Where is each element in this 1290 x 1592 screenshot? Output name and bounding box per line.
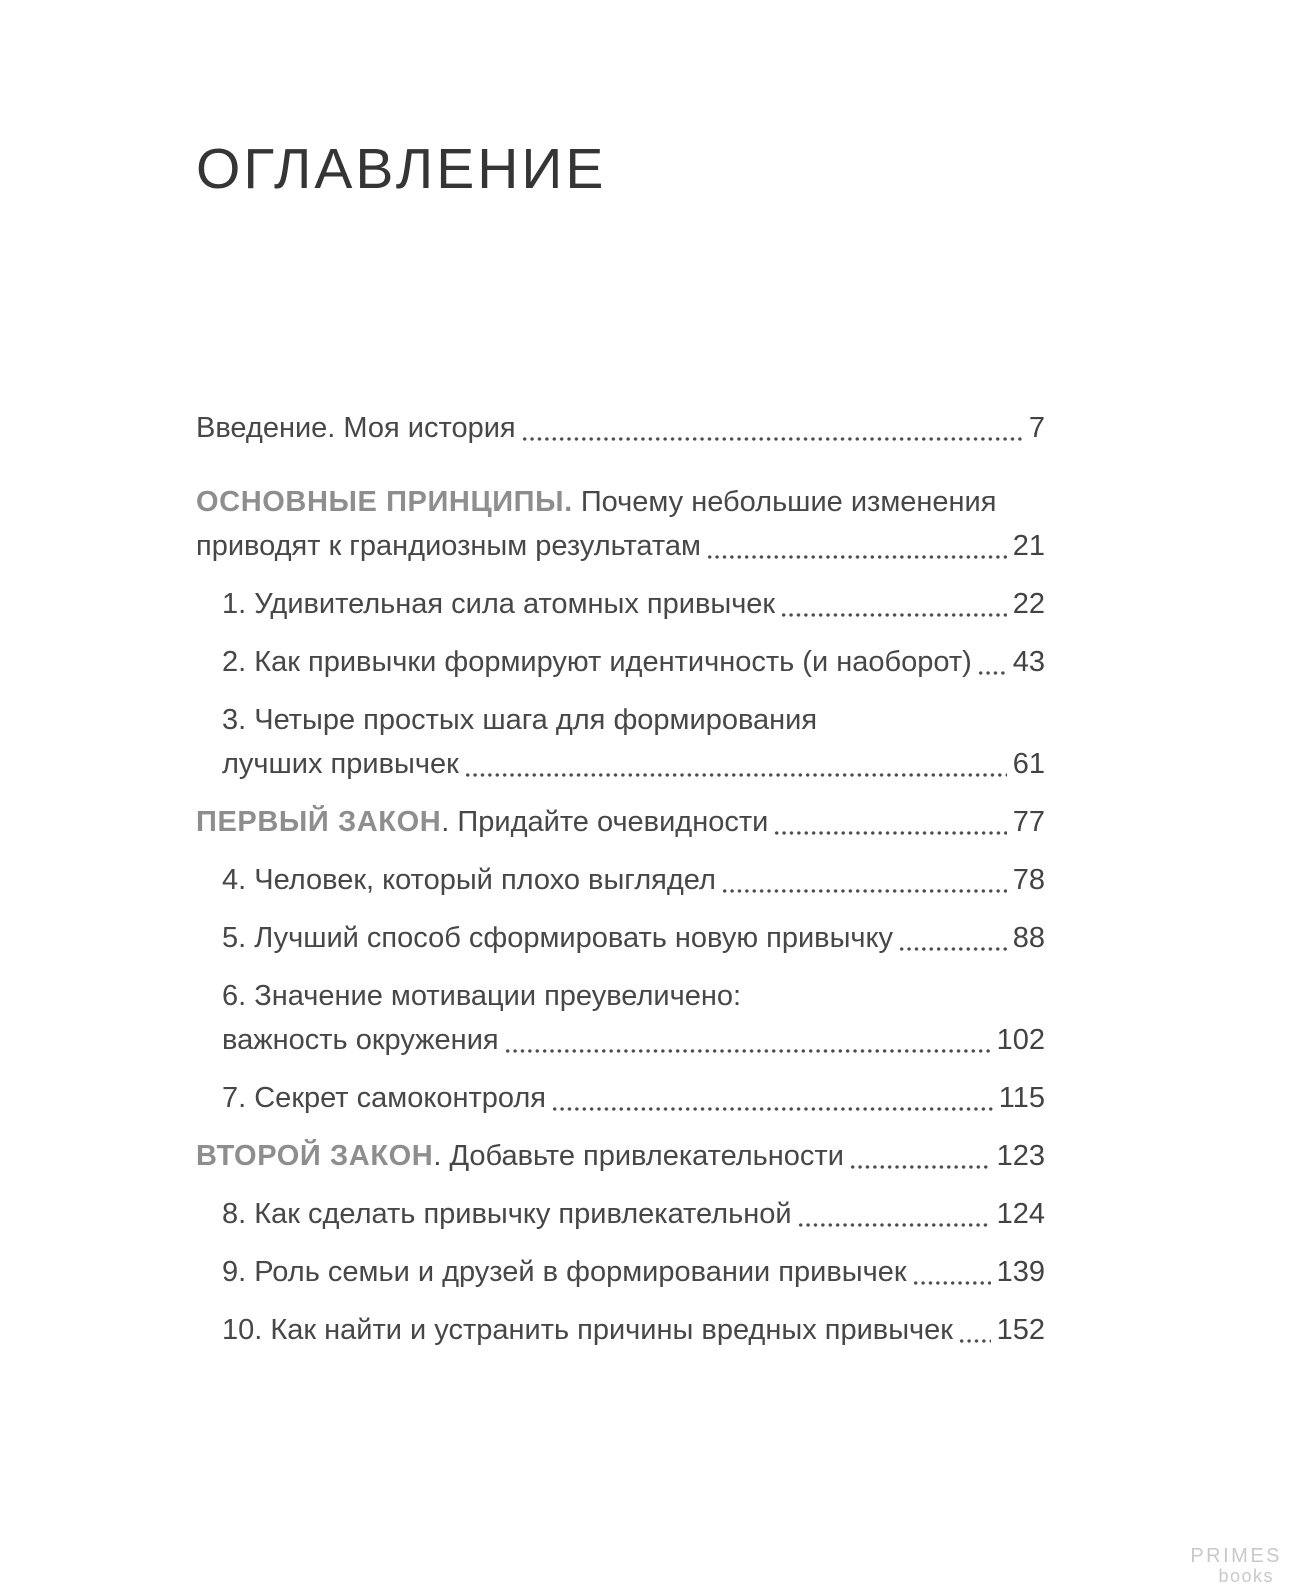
toc-entry-label: 7. Секрет самоконтроля	[222, 1082, 547, 1114]
toc-section-second-law	[196, 1134, 1045, 1178]
page-number: 123	[996, 1140, 1045, 1172]
publisher-logo	[1190, 1546, 1282, 1586]
dot-leader	[958, 1308, 991, 1352]
toc-entry-label: 10. Как найти и устранить причины вредных привычек	[222, 1314, 953, 1346]
toc-entry-chapter-1	[196, 582, 1045, 626]
page-number: 124	[996, 1198, 1045, 1230]
toc-entry-label: Введение. Моя история	[196, 412, 516, 444]
toc-section-first-law	[196, 800, 1045, 844]
dot-leader	[504, 1018, 991, 1062]
page-number: 7	[1028, 412, 1045, 444]
table-of-contents	[196, 406, 1045, 1366]
dot-leader	[464, 742, 1007, 786]
toc-entry-line2: лучших привычек	[222, 748, 459, 780]
page-number: 61	[1012, 748, 1045, 780]
dot-leader	[780, 582, 1007, 626]
page-number: 139	[996, 1256, 1045, 1288]
toc-entry-label: 8. Как сделать привычку привлекательной	[222, 1198, 792, 1230]
page-number: 43	[1012, 646, 1045, 678]
toc-section-line2: приводят к грандиозным результатам	[196, 530, 701, 562]
toc-entry-label: 2. Как привычки формируют идентичность (и наоборот)	[222, 646, 972, 678]
toc-entry-chapter-7	[196, 1076, 1045, 1120]
toc-entry-chapter-9	[196, 1250, 1045, 1294]
dot-leader	[773, 800, 1006, 844]
toc-entry-line2: важность окружения	[222, 1024, 499, 1056]
page-number: 102	[996, 1024, 1045, 1056]
toc-entry-line1: 6. Значение мотивации преувеличено:	[222, 980, 742, 1012]
toc-entry-line1: 3. Четыре простых шага для формирования	[222, 704, 818, 736]
toc-section-fundamentals	[196, 480, 1045, 568]
toc-entry-label: 1. Удивительная сила атомных привычек	[222, 588, 776, 620]
dot-leader	[912, 1250, 991, 1294]
publisher-logo-books: books	[1218, 1566, 1274, 1587]
toc-entry-chapter-2	[196, 640, 1045, 684]
page-number: 21	[1012, 530, 1045, 562]
toc-entry-introduction	[196, 406, 1045, 450]
publisher-logo-primes: PRIMES	[1190, 1545, 1282, 1568]
page-number: 78	[1012, 864, 1045, 896]
page-number: 152	[996, 1314, 1045, 1346]
page-title: ОГЛАВЛЕНИЕ	[196, 137, 607, 201]
toc-section-subtitle: . Добавьте привлекательности	[433, 1140, 844, 1172]
toc-entry-chapter-8	[196, 1192, 1045, 1236]
toc-entry-label: 4. Человек, который плохо выглядел	[222, 864, 716, 896]
dot-leader	[849, 1134, 991, 1178]
toc-section-bold-label: ВТОРОЙ ЗАКОН	[196, 1140, 434, 1172]
toc-section-bold-label: ПЕРВЫЙ ЗАКОН	[196, 806, 442, 838]
toc-entry-chapter-3	[196, 698, 1045, 786]
toc-section-bold-label: ОСНОВНЫЕ ПРИНЦИПЫ.	[196, 486, 573, 518]
toc-section-subtitle: Почему небольшие изменения	[572, 486, 997, 518]
page-number: 22	[1012, 588, 1045, 620]
dot-leader	[898, 916, 1007, 960]
dot-leader	[706, 524, 1007, 568]
toc-entry-chapter-5	[196, 916, 1045, 960]
dot-leader	[551, 1076, 993, 1120]
toc-section-subtitle: . Придайте очевидности	[441, 806, 769, 838]
dot-leader	[721, 858, 1007, 902]
page-number: 88	[1012, 922, 1045, 954]
dot-leader	[797, 1192, 991, 1236]
toc-section-line1	[196, 480, 1045, 524]
toc-entry-label: 9. Роль семьи и друзей в формировании привычек	[222, 1256, 907, 1288]
dot-leader	[521, 406, 1023, 450]
toc-entry-label: 5. Лучший способ сформировать новую привычку	[222, 922, 894, 954]
toc-entry-chapter-4	[196, 858, 1045, 902]
page-number: 77	[1012, 806, 1045, 838]
page-number: 115	[998, 1082, 1045, 1114]
dot-leader	[977, 640, 1007, 684]
toc-entry-chapter-10	[196, 1308, 1045, 1352]
toc-entry-chapter-6	[196, 974, 1045, 1062]
